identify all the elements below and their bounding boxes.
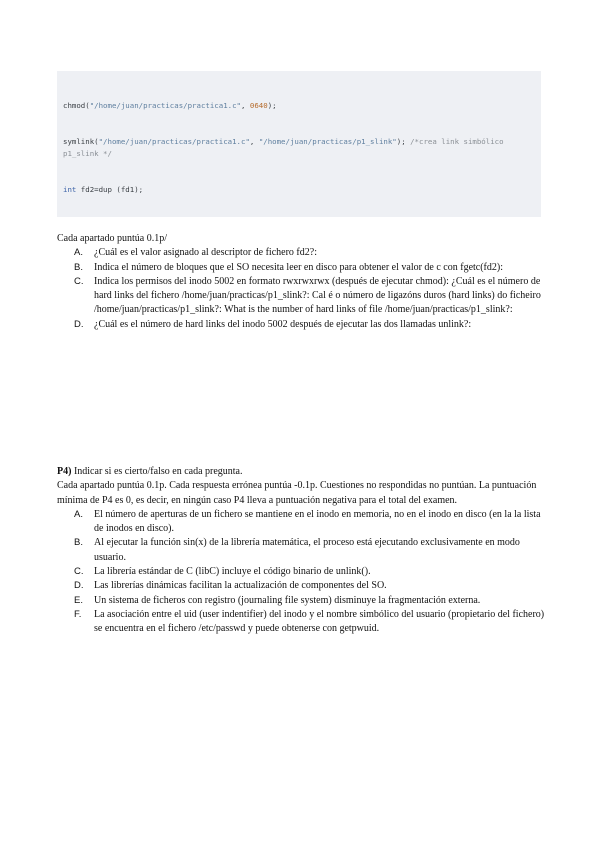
- item-text: La asociación entre el uid (user indentifier) del inodo y el nombre simbólico del usuario (propietario del fichero) se encuentra en el fichero /etc/passwd y puede obtenerse con getpwuid.: [94, 608, 545, 635]
- question-item: [57, 594, 547, 608]
- item-text: Al ejecutar la función sin(x) de la librería matemática, el proceso está ejecutando exclusivamente en modo usuario.: [94, 537, 520, 563]
- question-item: [57, 508, 547, 537]
- item-marker: B.: [74, 537, 83, 549]
- question-item: [57, 536, 547, 565]
- item-text: Indica el número de bloques que el SO necesita leer en disco para obtener el valor de c con fgetc(fd2):: [94, 261, 503, 273]
- p4-heading: [57, 465, 547, 479]
- item-marker: E.: [74, 594, 83, 606]
- item-text: La librería estándar de C (libC) incluye el código binario de unlink().: [94, 566, 371, 578]
- code-token: ,: [249, 137, 259, 146]
- question-item: [57, 579, 547, 593]
- question-item: [57, 261, 547, 275]
- item-text: El número de aperturas de un fichero se mantiene en el inodo en memoria, no en el inodo en disco (en la la lista de inodos en disco).: [94, 508, 541, 535]
- question-item: [57, 608, 547, 637]
- code-string: "/home/juan/practicas/practica1.c": [89, 101, 241, 110]
- item-marker: C.: [74, 275, 84, 287]
- item-marker: F.: [74, 608, 82, 620]
- p4-intro: Cada apartado puntúa 0.1p. Cada respuesta errónea puntúa -0.1p. Cuestiones no respondidas no puntúan. La puntuación mínima de P4 es 0, es decir, en ningún caso P4 lleva a puntuación negativa para el total del examen.: [57, 480, 537, 506]
- item-marker: A.: [74, 508, 83, 520]
- code-block: [57, 71, 541, 217]
- p4-label: P4): [57, 466, 72, 477]
- item-text: Indica los permisos del inodo 5002 en formato rwxrwxrwx (después de ejecutar chmod): ¿Cuál es el número de hard links del fichero /home/juan/practicas/p1_slink?: Cal é o número de ligazóns duros (hard links) do ficheiro /home/juan/practicas/p1_slink?: What is the number of hard links of file /home/juan/practicas/p1_slink?:: [94, 275, 541, 316]
- question-item: [57, 275, 547, 318]
- code-token: );: [396, 137, 411, 146]
- code-keyword: int: [63, 185, 77, 194]
- item-marker: D.: [74, 318, 84, 330]
- code-string: "/home/juan/practicas/practica1.c": [98, 137, 250, 146]
- code-token: symlink(: [63, 137, 99, 146]
- item-marker: C.: [74, 566, 84, 578]
- p3-intro: Cada apartado puntúa 0.1p/: [57, 233, 167, 244]
- p4-questions: [57, 465, 547, 637]
- code-token: fd2=dup (fd1);: [76, 185, 144, 194]
- p3-question-list: [57, 246, 547, 332]
- item-marker: D.: [74, 580, 84, 592]
- item-text: Las librerías dinámicas facilitan la actualización de componentes del SO.: [94, 580, 387, 592]
- p4-heading-text: Indicar si es cierto/falso en cada pregunta.: [71, 466, 243, 477]
- code-line-dup: [63, 184, 535, 196]
- code-line-chmod: [63, 100, 535, 112]
- item-marker: A.: [74, 247, 83, 259]
- code-comment: /*crea link simbólico p1_slink */: [63, 137, 509, 158]
- p4-question-list: [57, 508, 547, 637]
- code-line-symlink: [63, 136, 535, 160]
- item-text: ¿Cuál es el valor asignado al descriptor de fichero fd2?:: [94, 247, 317, 259]
- code-number: 0640: [249, 101, 268, 110]
- question-item: [57, 318, 547, 332]
- code-token: chmod(: [63, 101, 90, 110]
- item-marker: B.: [74, 261, 83, 273]
- question-item: [57, 246, 547, 260]
- item-text: Un sistema de ficheros con registro (journaling file system) disminuye la fragmentación externa.: [94, 594, 481, 606]
- p3-questions: [57, 232, 547, 332]
- question-item: [57, 565, 547, 579]
- item-text: ¿Cuál es el número de hard links del inodo 5002 después de ejecutar las dos llamadas unlink?:: [94, 318, 472, 330]
- code-string: "/home/juan/practicas/p1_slink": [258, 137, 397, 146]
- code-token: ,: [241, 101, 250, 110]
- code-token: );: [267, 101, 277, 110]
